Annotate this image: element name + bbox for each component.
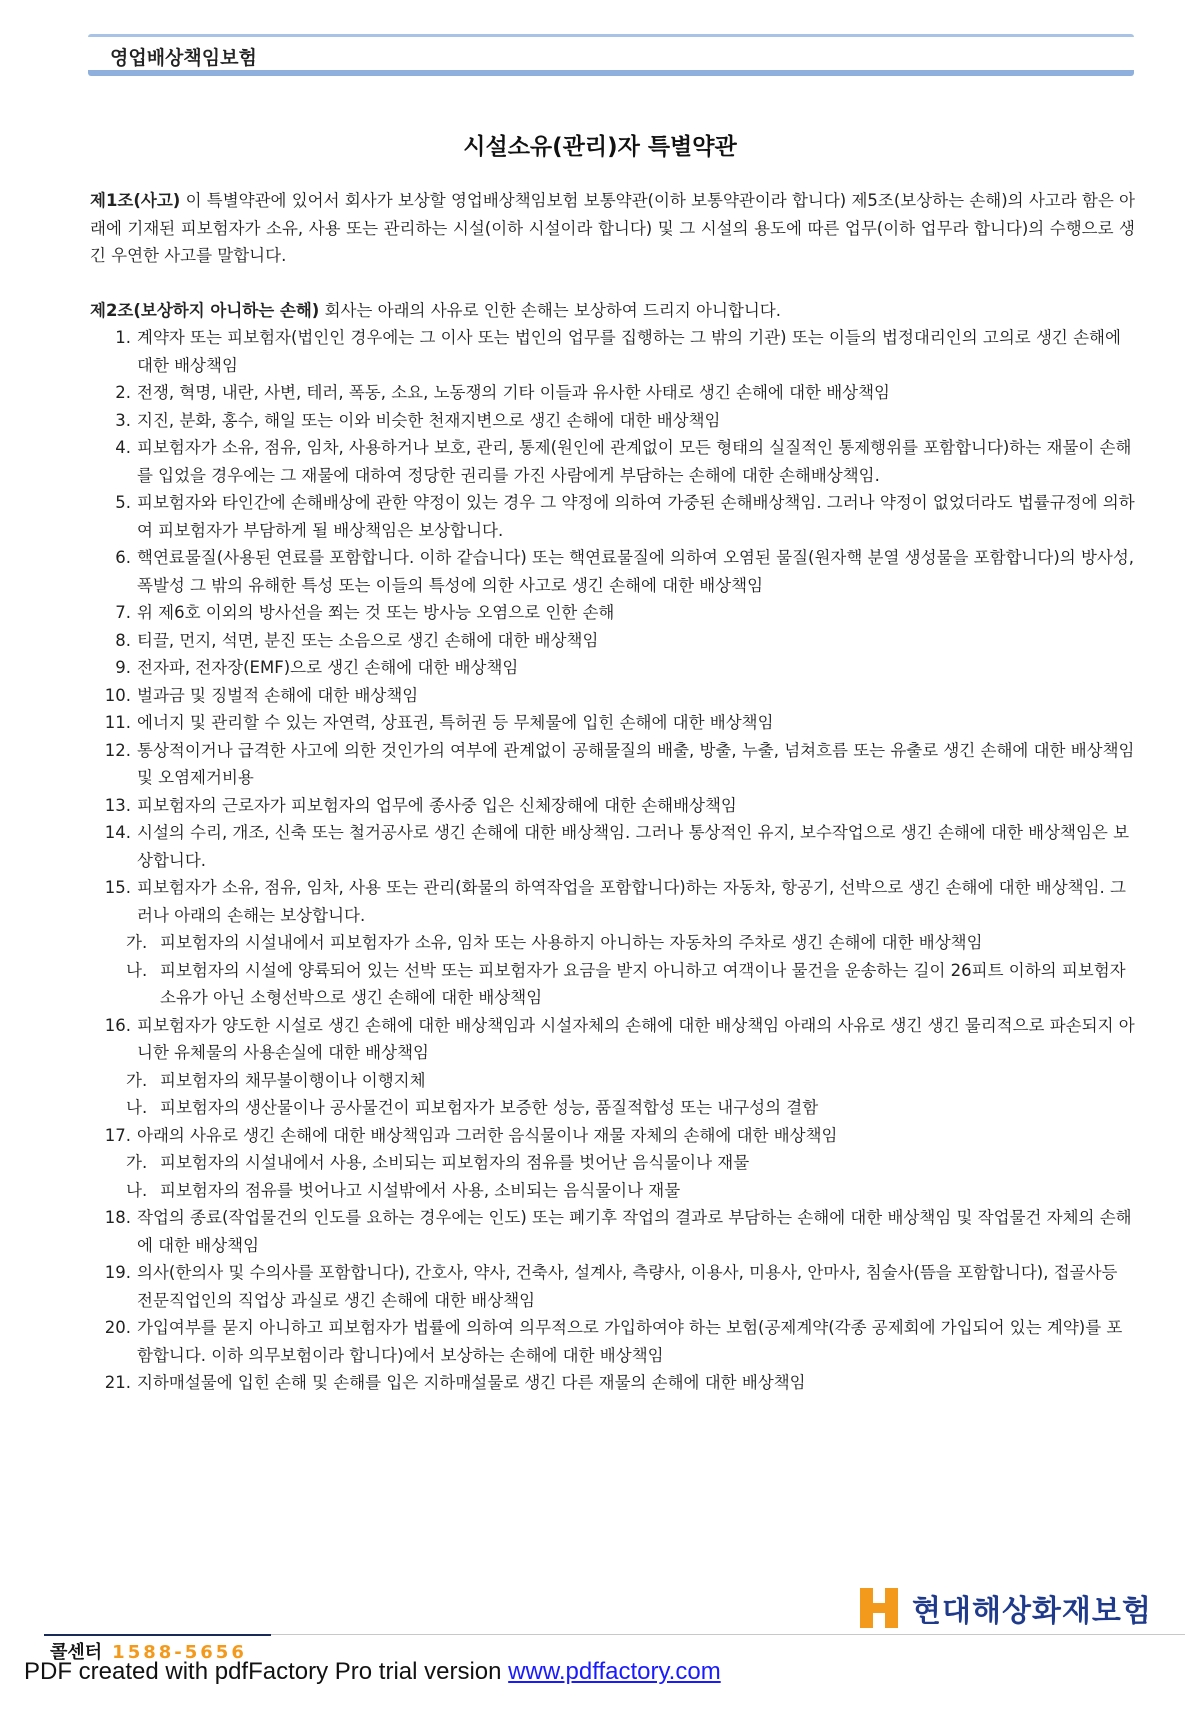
exclusion-item-text: 피보험자와 타인간에 손해배상에 관한 약정이 있는 경우 그 약정에 의하여 가중된 손해배상책임. 그러나 약정이 없었더라도 법률규정에 의하여 피보험자가 부담하게 될 배상책임은 보상합니다. <box>137 493 1135 540</box>
exclusion-sub-item <box>90 1094 1135 1122</box>
exclusion-item <box>90 1259 1135 1314</box>
exclusion-item <box>90 1314 1135 1369</box>
pdf-watermark <box>24 1658 721 1686</box>
exclusion-item-number: 1. <box>115 328 131 347</box>
exclusion-item-number: 15. <box>104 878 131 897</box>
article-2 <box>90 297 1135 325</box>
hyundai-h-logo-icon <box>860 1588 902 1628</box>
callcenter-label: 콜센터 <box>50 1642 103 1663</box>
pdf-note-link[interactable]: www.pdffactory.com <box>508 1658 721 1685</box>
exclusion-item-text: 에너지 및 관리할 수 있는 자연력, 상표권, 특허권 등 무체물에 입힌 손해에 대한 배상책임 <box>137 713 774 732</box>
exclusion-item-number: 5. <box>115 493 131 512</box>
exclusion-item-number: 8. <box>115 630 131 650</box>
exclusion-sub-item-number: 나. <box>126 1098 148 1117</box>
exclusion-item-text: 지진, 분화, 홍수, 해일 또는 이와 비슷한 천재지변으로 생긴 손해에 대한 배상책임 <box>137 410 721 430</box>
article-2-heading: 제2조(보상하지 아니하는 손해) <box>90 300 320 320</box>
callcenter-phone: 1588-5656 <box>112 1642 247 1663</box>
footer-divider-left <box>44 1634 271 1636</box>
exclusion-item-number: 17. <box>104 1125 131 1145</box>
exclusion-item-text: 벌과금 및 징벌적 손해에 대한 배상책임 <box>137 685 419 705</box>
exclusion-item <box>90 654 1135 682</box>
exclusion-item-number: 14. <box>104 823 131 842</box>
header-title: 영업배상책임보험 <box>110 47 257 69</box>
exclusion-item-text: 통상적이거나 급격한 사고에 의한 것인가의 여부에 관계없이 공해물질의 배출, 방출, 누출, 넘쳐흐름 또는 유출로 생긴 손해에 대한 배상책임 및 오염제거비용 <box>137 740 1135 787</box>
article-1-heading: 제1조(사고) <box>90 191 181 210</box>
article-1 <box>90 187 1135 270</box>
exclusion-item <box>90 709 1135 737</box>
exclusion-item-text: 의사(한의사 및 수의사를 포함합니다), 간호사, 약사, 건축사, 설계사, 측량사, 이용사, 미용사, 안마사, 침술사(뜸을 포함합니다), 접골사등 전문직업인의 직업상 과실로 생긴 손해에 대한 배상책임 <box>137 1263 1118 1310</box>
footer-divider-right <box>271 1634 1185 1635</box>
exclusion-sub-item <box>90 957 1135 1012</box>
exclusion-item <box>90 544 1135 599</box>
exclusion-sub-item-text: 피보험자의 시설에 양륙되어 있는 선박 또는 피보험자가 요금을 받지 아니하고 여객이나 물건을 운송하는 길이 26피트 이하의 피보험자소유가 아닌 소형선박으로 생긴 손해에 대한 배상책임 <box>160 960 1126 1007</box>
exclusion-item-text: 전쟁, 혁명, 내란, 사변, 테러, 폭동, 소요, 노동쟁의 기타 이들과 유사한 사태로 생긴 손해에 대한 배상책임 <box>137 383 890 402</box>
exclusion-item <box>90 682 1135 710</box>
exclusion-item-number: 4. <box>115 438 131 457</box>
exclusion-item-number: 12. <box>104 740 131 760</box>
exclusion-item-number: 3. <box>115 410 131 430</box>
exclusion-item <box>90 792 1135 820</box>
exclusion-item <box>90 407 1135 435</box>
exclusion-item-text: 티끌, 먼지, 석면, 분진 또는 소음으로 생긴 손해에 대한 배상책임 <box>137 630 599 650</box>
exclusion-item-number: 10. <box>104 685 131 705</box>
article-1-text: 이 특별약관에 있어서 회사가 보상할 영업배상책임보험 보통약관(이하 보통약관이라 합니다) 제5조(보상하는 손해)의 사고라 함은 아래에 기재된 피보험자가 소유, 사용 또는 관리하는 시설(이하 시설이라 합니다) 및 그 시설의 용도에 따른 업무(이하 업무라 합니다)의 수행으로 생긴 우연한 사고를 말합니다. <box>90 191 1135 265</box>
exclusion-item <box>90 737 1135 792</box>
exclusion-item <box>90 874 1135 929</box>
exclusion-item <box>90 1122 1135 1150</box>
exclusion-item <box>90 489 1135 544</box>
exclusion-item-text: 위 제6호 이외의 방사선을 쬐는 것 또는 방사능 오염으로 인한 손해 <box>137 603 615 622</box>
exclusion-sub-item-text: 피보험자의 점유를 벗어나고 시설밖에서 사용, 소비되는 음식물이나 재물 <box>160 1180 681 1200</box>
document-title: 시설소유(관리)자 특별약관 <box>463 134 737 160</box>
exclusion-sub-item-number: 나. <box>126 960 148 980</box>
exclusion-item-number: 16. <box>104 1015 131 1035</box>
document-body <box>90 187 1135 1397</box>
exclusion-item-number: 2. <box>115 383 131 402</box>
exclusion-item-number: 13. <box>104 795 131 815</box>
document-header <box>88 34 1134 76</box>
brand-name: 현대해상화재보험 <box>912 1594 1152 1629</box>
exclusion-item-number: 9. <box>115 658 131 677</box>
exclusion-item-text: 피보험자가 양도한 시설로 생긴 손해에 대한 배상책임과 시설자체의 손해에 대한 배상책임 아래의 사유로 생긴 생긴 물리적으로 파손되지 아니한 유체물의 사용손실에 대한 배상책임 <box>137 1015 1135 1062</box>
exclusion-sub-item <box>90 1067 1135 1095</box>
exclusion-item <box>90 1012 1135 1067</box>
exclusion-item-text: 피보험자의 근로자가 피보험자의 업무에 종사중 입은 신체장해에 대한 손해배상책임 <box>137 795 737 815</box>
exclusion-item-text: 지하매설물에 입힌 손해 및 손해를 입은 지하매설물로 생긴 다른 재물의 손해에 대한 배상책임 <box>137 1373 806 1392</box>
exclusion-list <box>90 324 1135 1397</box>
exclusion-sub-item <box>90 1177 1135 1205</box>
exclusion-sub-item <box>90 929 1135 957</box>
exclusion-item-number: 20. <box>104 1318 131 1337</box>
exclusion-sub-item-text: 피보험자의 생산물이나 공사물건이 피보험자가 보증한 성능, 품질적합성 또는 내구성의 결함 <box>160 1098 819 1117</box>
article-2-text: 회사는 아래의 사유로 인한 손해는 보상하여 드리지 아니합니다. <box>319 300 781 320</box>
exclusion-item-text: 피보험자가 소유, 점유, 임차, 사용 또는 관리(화물의 하역작업을 포함합니다)하는 자동차, 항공기, 선박으로 생긴 손해에 대한 배상책임. 그러나 아래의 손해는 보상합니다. <box>137 878 1126 925</box>
exclusion-item-text: 작업의 종료(작업물건의 인도를 요하는 경우에는 인도) 또는 폐기후 작업의 결과로 부담하는 손해에 대한 배상책임 및 작업물건 자체의 손해에 대한 배상책임 <box>137 1208 1132 1255</box>
exclusion-item-number: 21. <box>104 1373 131 1392</box>
exclusion-item <box>90 627 1135 655</box>
exclusion-item <box>90 1369 1135 1397</box>
exclusion-sub-item-text: 피보험자의 채무불이행이나 이행지체 <box>160 1070 426 1090</box>
exclusion-sub-item-number: 가. <box>126 1070 148 1090</box>
exclusion-item <box>90 819 1135 874</box>
exclusion-item-text: 아래의 사유로 생긴 손해에 대한 배상책임과 그러한 음식물이나 재물 자체의 손해에 대한 배상책임 <box>137 1125 838 1145</box>
exclusion-item-text: 시설의 수리, 개조, 신축 또는 철거공사로 생긴 손해에 대한 배상책임. 그러나 통상적인 유지, 보수작업으로 생긴 손해에 대한 배상책임은 보상합니다. <box>137 823 1130 870</box>
exclusion-item-text: 피보험자가 소유, 점유, 임차, 사용하거나 보호, 관리, 통제(원인에 관계없이 모든 형태의 실질적인 통제행위를 포함합니다)하는 재물이 손해를 입었을 경우에는 그 재물에 대하여 정당한 권리를 가진 사람에게 부담하는 손해에 대한 손해배상책임. <box>137 438 1132 485</box>
exclusion-item <box>90 379 1135 407</box>
exclusion-item <box>90 599 1135 627</box>
exclusion-item-number: 19. <box>104 1263 131 1282</box>
exclusion-sub-item <box>90 1149 1135 1177</box>
exclusion-item-number: 7. <box>115 603 131 622</box>
exclusion-item-text: 가입여부를 묻지 아니하고 피보험자가 법률에 의하여 의무적으로 가입하여야 하는 보험(공제계약(각종 공제회에 가입되어 있는 계약)를 포함합니다. 이하 의무보험이라 합니다)에서 보상하는 손해에 대한 배상책임 <box>137 1318 1123 1365</box>
exclusion-item <box>90 434 1135 489</box>
exclusion-item-number: 11. <box>104 713 131 732</box>
exclusion-sub-item-number: 가. <box>126 1153 148 1172</box>
pdf-note-prefix: PDF created with pdfFactory Pro trial version <box>24 1658 509 1685</box>
exclusion-item-number: 6. <box>115 548 131 567</box>
exclusion-sub-item-number: 가. <box>126 933 148 952</box>
exclusion-item <box>90 1204 1135 1259</box>
exclusion-item-text: 핵연료물질(사용된 연료를 포함합니다. 이하 같습니다) 또는 핵연료물질에 의하여 오염된 물질(원자핵 분열 생성물을 포함합니다)의 방사성, 폭발성 그 밖의 유해한 특성 또는 이들의 특성에 의한 사고로 생긴 손해에 대한 배상책임 <box>137 548 1135 595</box>
exclusion-sub-item-text: 피보험자의 시설내에서 사용, 소비되는 피보험자의 점유를 벗어난 음식물이나 재물 <box>160 1153 750 1172</box>
exclusion-item-number: 18. <box>104 1208 131 1227</box>
brand-logo <box>860 1586 1152 1630</box>
exclusion-item <box>90 324 1135 379</box>
exclusion-sub-item-number: 나. <box>126 1180 148 1200</box>
exclusion-item-text: 계약자 또는 피보험자(법인인 경우에는 그 이사 또는 법인의 업무를 집행하는 그 밖의 기관) 또는 이들의 법정대리인의 고의로 생긴 손해에 대한 배상책임 <box>137 328 1121 375</box>
exclusion-item-text: 전자파, 전자장(EMF)으로 생긴 손해에 대한 배상책임 <box>137 658 519 677</box>
exclusion-sub-item-text: 피보험자의 시설내에서 피보험자가 소유, 임차 또는 사용하지 아니하는 자동차의 주차로 생긴 손해에 대한 배상책임 <box>160 933 983 952</box>
